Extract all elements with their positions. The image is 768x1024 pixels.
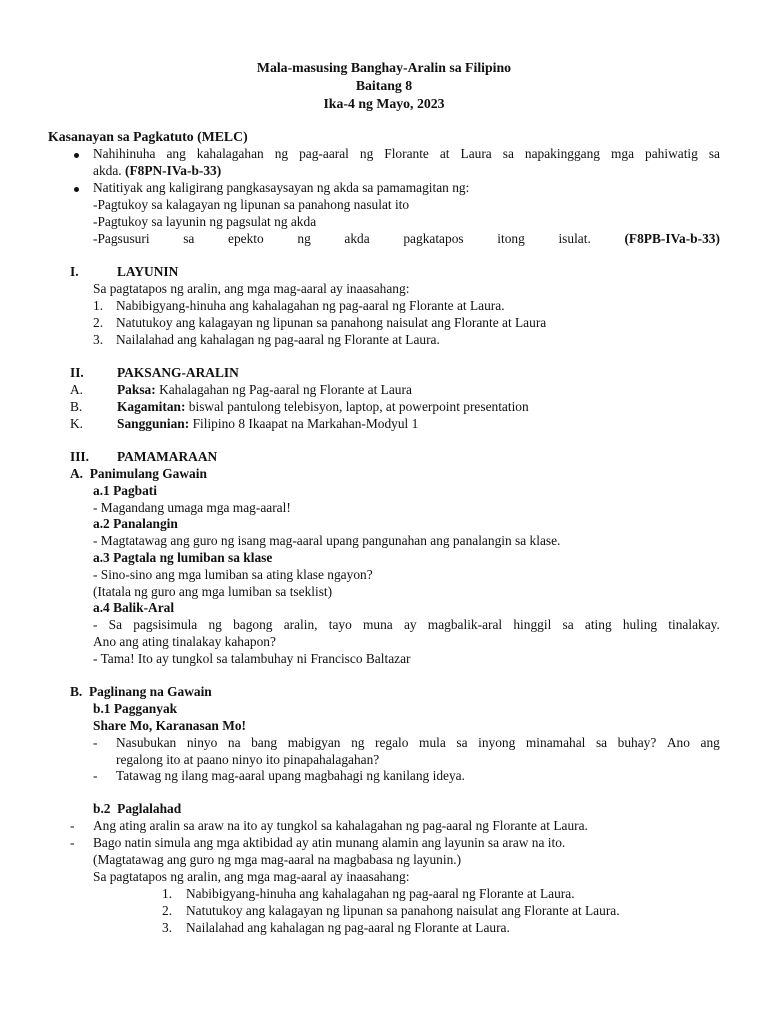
- layunin-heading: LAYUNIN: [117, 264, 179, 279]
- lesson-date: Ika-4 ng Mayo, 2023: [323, 96, 445, 111]
- melc-bullet-1-line-2: [93, 163, 221, 179]
- paglalahad-intro: Sa pagtatapos ng aralin, ang mga mag-aaral ay inaasahang:: [93, 869, 410, 884]
- justified-word: sa: [595, 735, 608, 750]
- justified-word: ang: [166, 146, 186, 161]
- justified-word: hinggil: [513, 617, 552, 632]
- dash-marker: -: [70, 835, 75, 850]
- justified-word: mula: [419, 735, 446, 750]
- melc-bullet-2-sub-3: [93, 231, 720, 247]
- justified-word: inyong: [478, 735, 516, 750]
- justified-word: Laura: [460, 146, 492, 161]
- paksang-heading: PAKSANG-ARALIN: [117, 365, 239, 380]
- justified-word: tayo: [328, 617, 352, 632]
- pagtala-text-2: (Itatala ng guro ang mga lumiban sa tseklist): [93, 584, 333, 599]
- justified-word: -Pagsusuri: [93, 231, 150, 246]
- paksa-label: Paksa:: [117, 382, 156, 397]
- justified-word: tinalakay.: [668, 617, 720, 632]
- layunin-item-3-number: 3.: [93, 332, 104, 347]
- paglalahad-objective-3: Nailalahad ang kahalagan ng pag-aaral ng Florante at Laura.: [186, 920, 510, 935]
- justified-word: Sa: [108, 617, 123, 632]
- dash-marker: -: [70, 818, 75, 833]
- justified-word: napakinggang: [524, 146, 600, 161]
- melc-bullet-1-text-end: akda.: [93, 163, 122, 178]
- justified-word: ay: [403, 617, 417, 632]
- justified-word: magbalik-aral: [427, 617, 503, 632]
- justified-word: ng: [208, 617, 222, 632]
- justified-word: pahiwatig: [645, 146, 698, 161]
- justified-word: na: [227, 735, 241, 750]
- sanggunian-value: Filipino 8 Ikaapat na Markahan-Modyul 1: [192, 416, 419, 431]
- dash-marker: -: [93, 768, 98, 783]
- justified-word: mga: [610, 146, 635, 161]
- justified-word: sa: [183, 231, 195, 246]
- panalangin-heading: a.2 Panalangin: [93, 516, 178, 531]
- justified-word: muna: [363, 617, 393, 632]
- justified-word: Nahihinuha: [93, 146, 156, 161]
- justified-word: pag-aaral: [299, 146, 349, 161]
- kagamitan-label: Kagamitan:: [117, 399, 186, 414]
- justified-word: pagsisimula: [133, 617, 198, 632]
- melc-bullet-1-line-1: [93, 146, 720, 162]
- pagganyak-subheading: Share Mo, Karanasan Mo!: [93, 718, 246, 733]
- paglalahad-objective-2-number: 2.: [162, 903, 173, 918]
- layunin-item-1-number: 1.: [93, 298, 104, 313]
- bullet-icon: [74, 153, 79, 158]
- pagtala-text-1: - Sino-sino ang mga lumiban sa ating klase ngayon?: [93, 567, 373, 582]
- panimulang-gawain-heading: A. Panimulang Gawain: [70, 466, 207, 481]
- justified-word: huling: [622, 617, 658, 632]
- pagganyak-item-2: Tatawag ng ilang mag-aaral upang magbahagi ng kanilang ideya.: [116, 768, 465, 783]
- justified-word: akda: [344, 231, 370, 246]
- justified-word: sa: [562, 617, 574, 632]
- justified-word: itong: [497, 231, 525, 246]
- justified-word: aralin,: [283, 617, 318, 632]
- paglalahad-objective-1-number: 1.: [162, 886, 173, 901]
- justified-word: sa: [456, 735, 468, 750]
- justified-word: -: [93, 617, 98, 632]
- justified-word: pagkatapos: [403, 231, 464, 246]
- layunin-item-2: Natutukoy ang kalagayan ng lipunan sa panahong naisulat ang Florante at Laura: [116, 315, 547, 330]
- justified-word: ang: [700, 735, 720, 750]
- pamamaraan-heading: PAMAMARAAN: [117, 449, 218, 464]
- justified-word: Ano: [666, 735, 690, 750]
- paglalahad-objective-2: Natutukoy ang kalagayan ng lipunan sa panahong naisulat ang Florante at Laura.: [186, 903, 620, 918]
- melc-bullet-2-sub-1: -Pagtukoy sa kalagayan ng lipunan sa panahong nasulat ito: [93, 197, 410, 212]
- justified-word: epekto: [228, 231, 264, 246]
- section-number-2: II.: [70, 365, 84, 380]
- justified-word: ng: [297, 231, 311, 246]
- panalangin-text: - Magtatawag ang guro ng isang mag-aaral upang pangunahan ang panalangin sa klase.: [93, 533, 561, 548]
- justified-word: bagong: [233, 617, 273, 632]
- paglalahad-item-1: Ang ating aralin sa araw na ito ay tungkol sa kahalagahan ng pag-aaral ng Florante at Laura.: [93, 818, 588, 833]
- melc-heading: Kasanayan sa Pagkatuto (MELC): [48, 129, 248, 144]
- layunin-item-2-number: 2.: [93, 315, 104, 330]
- balik-aral-line-1: [93, 617, 720, 633]
- layunin-item-3: Nailalahad ang kahalagan ng pag-aaral ng Florante at Laura.: [116, 332, 440, 347]
- justified-word: ng: [274, 146, 289, 161]
- justified-word: minamahal: [525, 735, 586, 750]
- section-number-1: I.: [70, 264, 79, 279]
- pagganyak-item-1-line-1: [116, 735, 720, 751]
- paglalahad-note: (Magtatawag ang guro ng mga mag-aaral na magbabasa ng layunin.): [93, 852, 462, 867]
- justified-word: Nasubukan: [116, 735, 177, 750]
- justified-word: at: [439, 146, 450, 161]
- justified-code: (F8PB-IVa-b-33): [624, 231, 720, 246]
- justified-word: buhay?: [617, 735, 657, 750]
- pagtala-heading: a.3 Pagtala ng lumiban sa klase: [93, 550, 273, 565]
- pagganyak-heading: b.1 Pagganyak: [93, 701, 178, 716]
- paksa-value: Kahalagahan ng Pag-aaral ng Florante at Laura: [159, 382, 412, 397]
- melc-code-1: (F8PN-IVa-b-33): [125, 163, 222, 178]
- justified-word: sa: [502, 146, 514, 161]
- justified-word: sa: [708, 146, 720, 161]
- justified-word: bang: [251, 735, 278, 750]
- paglalahad-objective-3-number: 3.: [162, 920, 173, 935]
- pagbati-heading: a.1 Pagbati: [93, 483, 157, 498]
- kagamitan-value: biswal pantulong telebisyon, laptop, at powerpoint presentation: [188, 399, 529, 414]
- kagamitan-row: [117, 399, 529, 415]
- justified-word: ating: [584, 617, 612, 632]
- document-title: Mala-masusing Banghay-Aralin sa Filipino: [256, 60, 512, 75]
- sanggunian-label: Sanggunian:: [117, 416, 190, 431]
- balik-aral-heading: a.4 Balik-Aral: [93, 600, 175, 615]
- justified-word: ng: [359, 146, 374, 161]
- pagganyak-item-1-line-2: regalong ito at paano ninyo ito pinapahalagahan?: [116, 752, 380, 767]
- layunin-item-1: Nabibigyang-hinuha ang kahalagahan ng pag-aaral ng Florante at Laura.: [116, 298, 505, 313]
- section-number-3: III.: [70, 449, 89, 464]
- paglalahad-heading: b.2 Paglalahad: [93, 801, 182, 816]
- paglinang-gawain-heading: B. Paglinang na Gawain: [70, 684, 212, 699]
- justified-word: ninyo: [186, 735, 218, 750]
- paksa-row: [117, 382, 412, 398]
- melc-bullet-2-sub-2: -Pagtukoy sa layunin ng pagsulat ng akda: [93, 214, 317, 229]
- justified-word: mabigyan: [287, 735, 341, 750]
- justified-word: isulat.: [558, 231, 591, 246]
- dash-marker: -: [93, 735, 98, 750]
- paglalahad-objective-1: Nabibigyang-hinuha ang kahalagahan ng pag-aaral ng Florante at Laura.: [186, 886, 575, 901]
- paksa-letter: A.: [70, 382, 84, 397]
- bullet-icon: [74, 187, 79, 192]
- paglalahad-item-2: Bago natin simula ang mga aktibidad ay atin munang alamin ang layunin sa araw na ito.: [93, 835, 566, 850]
- justified-word: Florante: [384, 146, 429, 161]
- justified-word: regalo: [375, 735, 409, 750]
- melc-bullet-2-line-1: Natitiyak ang kaligirang pangkasaysayan ng akda sa pamamagitan ng:: [93, 180, 470, 195]
- layunin-intro: Sa pagtatapos ng aralin, ang mga mag-aaral ay inaasahang:: [93, 281, 410, 296]
- justified-word: kahalagahan: [196, 146, 264, 161]
- balik-aral-line-2: Ano ang ating tinalakay kahapon?: [93, 634, 276, 649]
- pagbati-text: - Magandang umaga mga mag-aaral!: [93, 500, 291, 515]
- balik-aral-line-3: - Tama! Ito ay tungkol sa talambuhay ni Francisco Baltazar: [93, 651, 411, 666]
- grade-level: Baitang 8: [355, 78, 413, 93]
- kagamitan-letter: B.: [70, 399, 83, 414]
- justified-word: ng: [351, 735, 365, 750]
- sanggunian-row: [117, 416, 418, 432]
- sanggunian-letter: K.: [70, 416, 84, 431]
